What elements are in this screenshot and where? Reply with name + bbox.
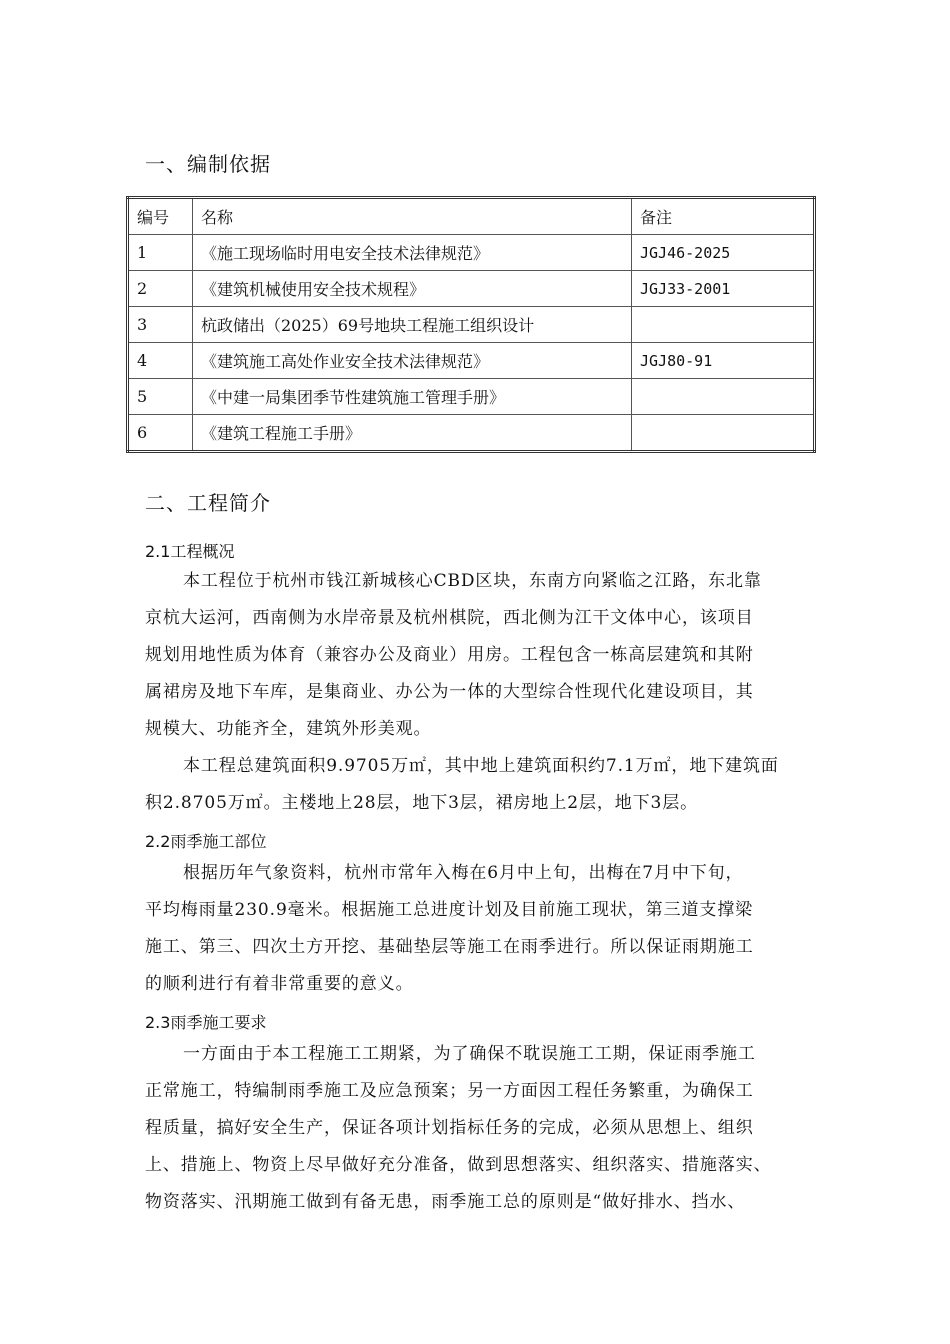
table-row xyxy=(128,307,815,343)
row-name: 《施工现场临时用电安全技术法律规范》 xyxy=(193,235,632,271)
section-1-heading: 一、编制依据 xyxy=(145,152,271,176)
text-line: 施工、第三、四次土方开挖、基础垫层等施工在雨季进行。所以保证雨期施工 xyxy=(145,937,754,957)
row-remark: JGJ80-91 xyxy=(632,343,815,379)
text-line: 积2.8705万㎡。主楼地上28层，地下3层，裙房地上2层，地下3层。 xyxy=(145,793,699,813)
table-row xyxy=(128,415,815,452)
text-line: 的顺利进行有着非常重要的意义。 xyxy=(145,974,414,994)
row-remark: JGJ46-2025 xyxy=(632,235,815,271)
header-cell-name: 名称 xyxy=(193,198,632,235)
paragraph-2-1-area xyxy=(145,748,825,822)
paragraph-2-2 xyxy=(145,855,825,1003)
table-row xyxy=(128,379,815,415)
row-number: 3 xyxy=(128,307,193,343)
row-number: 6 xyxy=(128,415,193,452)
text-line: 规划用地性质为体育（兼容办公及商业）用房。工程包含一栋高层建筑和其附 xyxy=(145,645,754,665)
row-number: 2 xyxy=(128,271,193,307)
header-cell-number: 编号 xyxy=(128,198,193,235)
text-line: 上、措施上、物资上尽早做好充分准备，做到思想落实、组织落实、措施落实、 xyxy=(145,1155,772,1175)
subsection-2-3-heading: 2.3雨季施工要求 xyxy=(145,1013,267,1032)
subsection-2-1-heading: 2.1工程概况 xyxy=(145,542,235,561)
row-name: 《建筑工程施工手册》 xyxy=(193,415,632,452)
text-line: 正常施工，特编制雨季施工及应急预案；另一方面因工程任务繁重，为确保工 xyxy=(145,1081,754,1101)
header-cell-remark: 备注 xyxy=(632,198,815,235)
table-header-row xyxy=(128,198,815,235)
text-line: 京杭大运河，西南侧为水岸帝景及杭州棋院，西北侧为江干文体中心，该项目 xyxy=(145,608,754,628)
text-line: 属裙房及地下车库，是集商业、办公为一体的大型综合性现代化建设项目，其 xyxy=(145,682,754,702)
row-remark xyxy=(632,379,815,415)
row-name: 《建筑施工高处作业安全技术法律规范》 xyxy=(193,343,632,379)
text-line: 本工程总建筑面积9.9705万㎡，其中地上建筑面积约7.1万㎡，地下建筑面 xyxy=(183,756,779,776)
row-name: 杭政储出（2025）69号地块工程施工组织设计 xyxy=(193,307,632,343)
table-row xyxy=(128,235,815,271)
row-name: 《中建一局集团季节性建筑施工管理手册》 xyxy=(193,379,632,415)
paragraph-2-1-overview xyxy=(145,563,825,748)
row-number: 1 xyxy=(128,235,193,271)
row-number: 4 xyxy=(128,343,193,379)
row-remark: JGJ33-2001 xyxy=(632,271,815,307)
row-name: 《建筑机械使用安全技术规程》 xyxy=(193,271,632,307)
table-row xyxy=(128,271,815,307)
row-number: 5 xyxy=(128,379,193,415)
text-line: 规模大、功能齐全，建筑外形美观。 xyxy=(145,719,432,739)
text-line: 根据历年气象资料，杭州市常年入梅在6月中上旬，出梅在7月中下旬， xyxy=(183,863,744,883)
text-line: 物资落实、汛期施工做到有备无患，雨季施工总的原则是“做好排水、挡水、 xyxy=(145,1192,746,1212)
row-remark xyxy=(632,307,815,343)
paragraph-2-3 xyxy=(145,1036,825,1221)
text-line: 程质量，搞好安全生产，保证各项计划指标任务的完成，必须从思想上、组织 xyxy=(145,1118,754,1138)
section-2-heading: 二、工程简介 xyxy=(145,491,271,515)
table-row xyxy=(128,343,815,379)
text-line: 平均梅雨量230.9毫米。根据施工总进度计划及目前施工现状，第三道支撑梁 xyxy=(145,900,754,920)
subsection-2-2-heading: 2.2雨季施工部位 xyxy=(145,832,267,851)
row-remark xyxy=(632,415,815,452)
text-line: 本工程位于杭州市钱江新城核心CBD区块，东南方向紧临之江路，东北靠 xyxy=(183,571,762,591)
text-line: 一方面由于本工程施工工期紧，为了确保不耽误施工工期，保证雨季施工 xyxy=(183,1044,756,1064)
basis-table xyxy=(126,196,816,453)
